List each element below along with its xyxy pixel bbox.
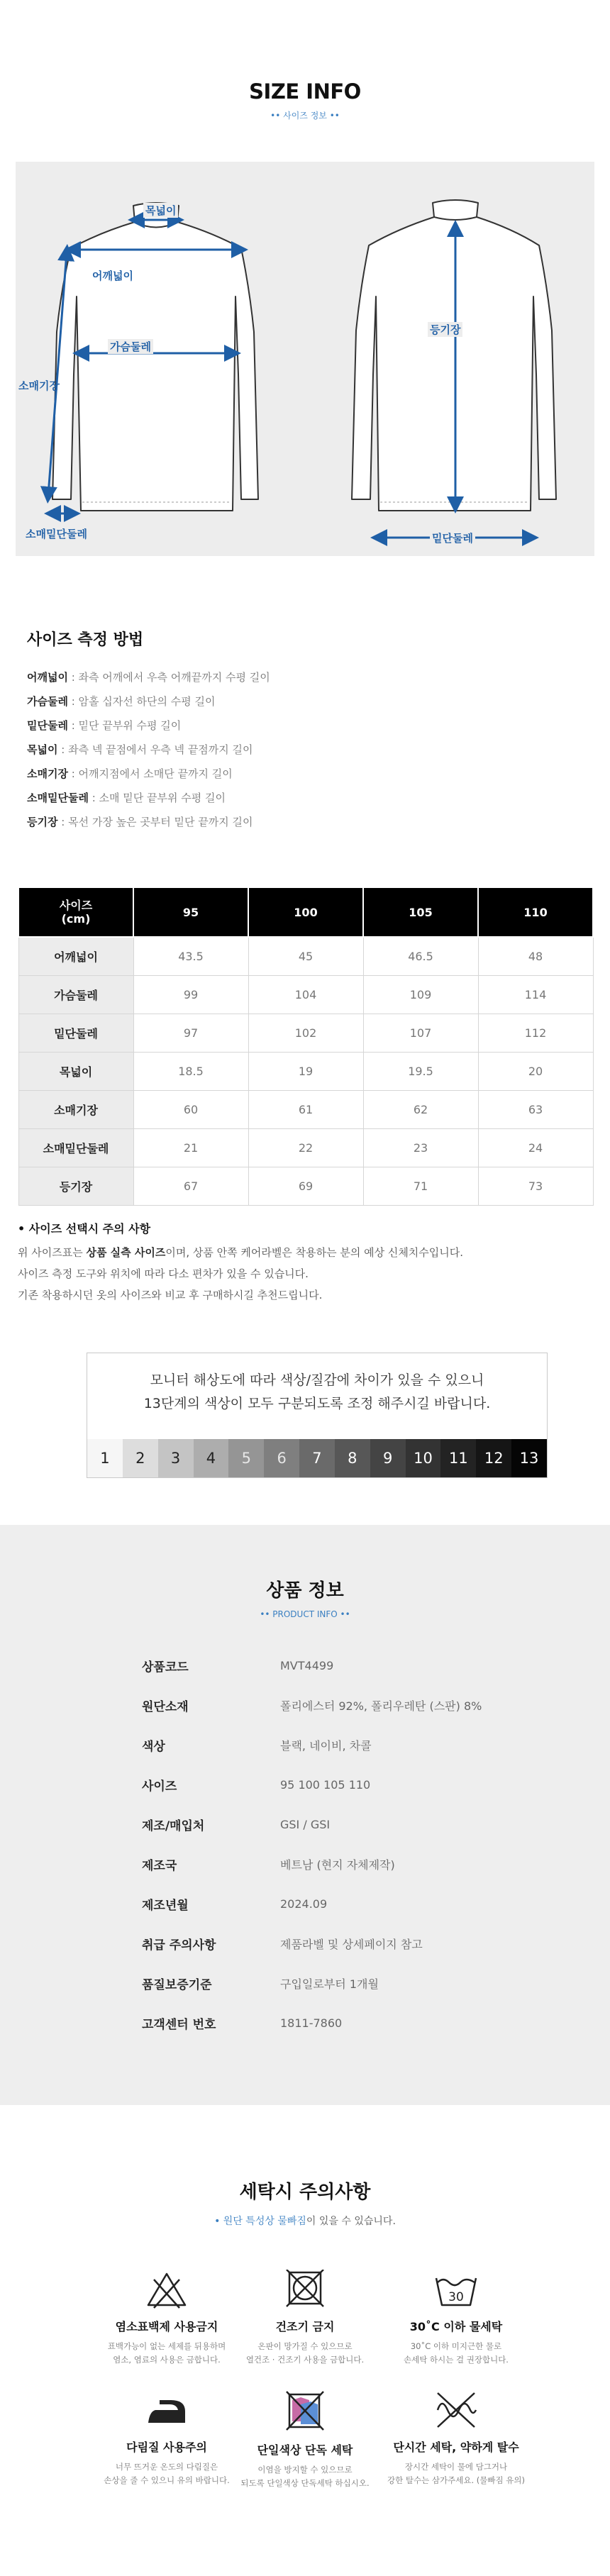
product-info-row: 제조국 베트남 (현지 자체제작) xyxy=(142,1858,395,1873)
wash-separately-icon xyxy=(282,2390,328,2433)
gray-step: 12 xyxy=(476,1439,511,1477)
table-row xyxy=(18,1167,593,1205)
product-info-title: 상품 정보 xyxy=(266,1580,344,1601)
table-cell: 63 xyxy=(478,1090,593,1128)
table-row xyxy=(18,1128,593,1167)
table-cell: 22 xyxy=(248,1128,363,1167)
size-col-header: 100 xyxy=(248,887,363,937)
product-info-row: 제조/매입처 GSI / GSI xyxy=(142,1817,331,1833)
method-item: 등기장 : 목선 가장 높은 곳부터 밑단 끝까지 길이 xyxy=(27,816,253,828)
row-label: 등기장 xyxy=(18,1167,133,1205)
table-cell: 73 xyxy=(478,1167,593,1205)
notes-title: • 사이즈 선택시 주의 사항 xyxy=(18,1222,151,1236)
table-cell: 19.5 xyxy=(363,1052,478,1090)
row-label: 가슴둘레 xyxy=(18,975,133,1014)
row-label: 밑단둘레 xyxy=(18,1014,133,1052)
table-cell: 62 xyxy=(363,1090,478,1128)
measurement-method xyxy=(27,628,270,834)
table-row xyxy=(18,975,593,1014)
table-cell: 112 xyxy=(478,1014,593,1052)
table-cell: 99 xyxy=(133,975,248,1014)
diagram-label-neck: 목넓이 xyxy=(143,203,178,218)
table-cell: 67 xyxy=(133,1167,248,1205)
product-info-row: 품질보증기준 구입일로부터 1개월 xyxy=(142,1977,379,1992)
size-info-header xyxy=(0,79,610,121)
gray-scale xyxy=(87,1439,547,1477)
product-info-list xyxy=(142,1645,482,2043)
care-item-wash-30: 30 30˚C 이하 물세탁 30˚C 이하 미지근한 물로 손세탁 하시는 걸 권장합니다. xyxy=(385,2270,527,2367)
measurement-diagram xyxy=(16,162,594,556)
method-item: 목넓이 : 좌측 넥 끝점에서 우측 넥 끝점까지 길이 xyxy=(27,743,253,756)
diagram-label-sleeve: 소매기장 xyxy=(18,379,60,392)
table-cell: 48 xyxy=(478,937,593,975)
table-cell: 23 xyxy=(363,1128,478,1167)
washing-care-subtitle: • 원단 특성상 물빠짐이 있을 수 있습니다. xyxy=(214,2216,396,2227)
diagram-label-shoulder: 어깨넓이 xyxy=(92,270,133,282)
method-item: 가슴둘레 : 암홀 십자선 하단의 수평 길이 xyxy=(27,695,216,708)
table-cell: 18.5 xyxy=(133,1052,248,1090)
product-info-row: 취급 주의사항 제품라벨 및 상세페이지 참고 xyxy=(142,1937,423,1953)
row-label: 목넓이 xyxy=(18,1052,133,1090)
method-item: 소매밑단둘레 : 소매 밑단 끝부위 수평 길이 xyxy=(27,792,226,804)
size-table xyxy=(18,887,594,1206)
washing-care-section xyxy=(0,2156,610,2488)
wash-30-icon xyxy=(433,2270,479,2309)
product-info-row: 제조년월 2024.09 xyxy=(142,1897,328,1913)
product-info-row: 고객센터 번호 1811-7860 xyxy=(142,2016,343,2032)
gray-step: 6 xyxy=(264,1439,299,1477)
notes-line: 사이즈 측정 도구와 위치에 따라 다소 편차가 있을 수 있습니다. xyxy=(18,1267,309,1280)
table-cell: 45 xyxy=(248,937,363,975)
size-col-header: 95 xyxy=(133,887,248,937)
gray-step: 10 xyxy=(406,1439,441,1477)
table-cell: 61 xyxy=(248,1090,363,1128)
size-table-header xyxy=(18,887,593,937)
product-info-subtitle: •• PRODUCT INFO •• xyxy=(260,1609,350,1619)
table-cell: 102 xyxy=(248,1014,363,1052)
table-cell: 24 xyxy=(478,1128,593,1167)
method-item: 밑단둘레 : 밑단 끝부위 수평 길이 xyxy=(27,719,182,732)
method-item: 어깨넓이 : 좌측 어깨에서 우측 어깨끝까지 수평 길이 xyxy=(27,671,270,684)
gray-step: 7 xyxy=(299,1439,335,1477)
method-item: 소매기장 : 어깨지점에서 소매단 끝까지 길이 xyxy=(27,767,233,780)
monitor-calibration-box xyxy=(87,1353,548,1478)
size-info-subtitle: •• 사이즈 정보 •• xyxy=(270,111,340,121)
table-cell: 69 xyxy=(248,1167,363,1205)
table-cell: 109 xyxy=(363,975,478,1014)
care-item-wash-separately: 단일색상 단독 세탁 이염을 방지할 수 있으므로 되도록 단일색상 단독세탁 하십시오. xyxy=(234,2390,376,2490)
table-cell: 71 xyxy=(363,1167,478,1205)
table-cell: 97 xyxy=(133,1014,248,1052)
no-bleach-icon xyxy=(145,2270,188,2309)
diagram-label-length: 등기장 xyxy=(428,322,462,337)
no-tumble-dry-icon xyxy=(284,2270,326,2309)
svg-text:30: 30 xyxy=(448,2290,464,2304)
product-info-row: 사이즈 95 100 105 110 xyxy=(142,1777,371,1794)
gray-step: 1 xyxy=(87,1439,123,1477)
back-garment-outline xyxy=(352,200,556,511)
gray-step: 8 xyxy=(335,1439,370,1477)
gray-step: 3 xyxy=(158,1439,194,1477)
product-info-row: 원단소재 폴리에스터 92%, 폴리우레탄 (스판) 8% xyxy=(142,1699,482,1714)
diagram-label-cuff: 소매밑단둘레 xyxy=(26,528,87,540)
table-cell: 46.5 xyxy=(363,937,478,975)
table-cell: 60 xyxy=(133,1090,248,1128)
gray-step: 5 xyxy=(228,1439,264,1477)
gray-step: 2 xyxy=(123,1439,158,1477)
method-title: 사이즈 측정 방법 xyxy=(27,631,144,649)
table-row xyxy=(18,1090,593,1128)
washing-care-title: 세탁시 주의사항 xyxy=(239,2182,371,2203)
product-info-section xyxy=(0,1525,610,2105)
gray-step: 13 xyxy=(511,1439,547,1477)
notes-line: 기존 착용하시던 옷의 사이즈와 비교 후 구매하시길 추천드립니다. xyxy=(18,1289,323,1301)
gray-step: 9 xyxy=(370,1439,406,1477)
table-cell: 104 xyxy=(248,975,363,1014)
table-cell: 19 xyxy=(248,1052,363,1090)
size-notes xyxy=(18,1220,463,1306)
size-col-header: 105 xyxy=(363,887,478,937)
care-item-iron-caution: 다림질 사용주의 너무 뜨거운 온도의 다림질은 손상을 줄 수 있으니 유의 바랍니다. xyxy=(96,2390,238,2487)
care-item-no-bleach: 염소표백제 사용금지 표백가능이 없는 세제를 뒤용하며 염소, 염료의 사용은 금합니다. xyxy=(96,2270,238,2367)
table-row xyxy=(18,1052,593,1090)
size-col-header: 110 xyxy=(478,887,593,937)
notes-line: 위 사이즈표는 상품 실측 사이즈이며, 상품 안쪽 케어라벨은 착용하는 분의 예상 신체치수입니다. xyxy=(18,1246,464,1259)
row-label: 소매밑단둘레 xyxy=(18,1128,133,1167)
row-label: 어깨넓이 xyxy=(18,937,133,975)
care-item-no-wring: 단시간 세탁, 약하게 탈수 장시간 세탁이 물에 담그거나 강한 탈수는 삼가주세요. (물빠짐 유의) xyxy=(385,2390,527,2487)
care-item-no-dryer: 건조기 금지 온판이 망가질 수 있으므로 열건조 · 건조기 사용을 금합니다. xyxy=(234,2270,376,2367)
table-cell: 20 xyxy=(478,1052,593,1090)
garment-illustration xyxy=(16,162,594,556)
diagram-label-chest: 가슴둘레 xyxy=(108,339,153,354)
size-info-title: SIZE INFO xyxy=(249,79,361,104)
product-info-row: 상품코드 MVT4499 xyxy=(142,1658,334,1675)
size-table-corner: 사이즈 (cm) xyxy=(18,887,133,937)
table-row xyxy=(18,1014,593,1052)
gray-step: 11 xyxy=(440,1439,476,1477)
table-cell: 21 xyxy=(133,1128,248,1167)
monitor-text: 모니터 해상도에 따라 색상/질감에 차이가 있을 수 있으니 13단계의 색상이 모두 구분되도록 조정 해주시길 바랍니다. xyxy=(143,1372,491,1411)
table-cell: 43.5 xyxy=(133,937,248,975)
no-wring-icon xyxy=(432,2390,480,2430)
table-cell: 114 xyxy=(478,975,593,1014)
table-row xyxy=(18,937,593,975)
iron-caution-icon xyxy=(144,2390,189,2430)
product-info-row: 색상 블랙, 네이비, 차콜 xyxy=(142,1738,372,1754)
gray-step: 4 xyxy=(194,1439,229,1477)
diagram-label-hem: 밑단둘레 xyxy=(430,531,475,545)
row-label: 소매기장 xyxy=(18,1090,133,1128)
table-cell: 107 xyxy=(363,1014,478,1052)
